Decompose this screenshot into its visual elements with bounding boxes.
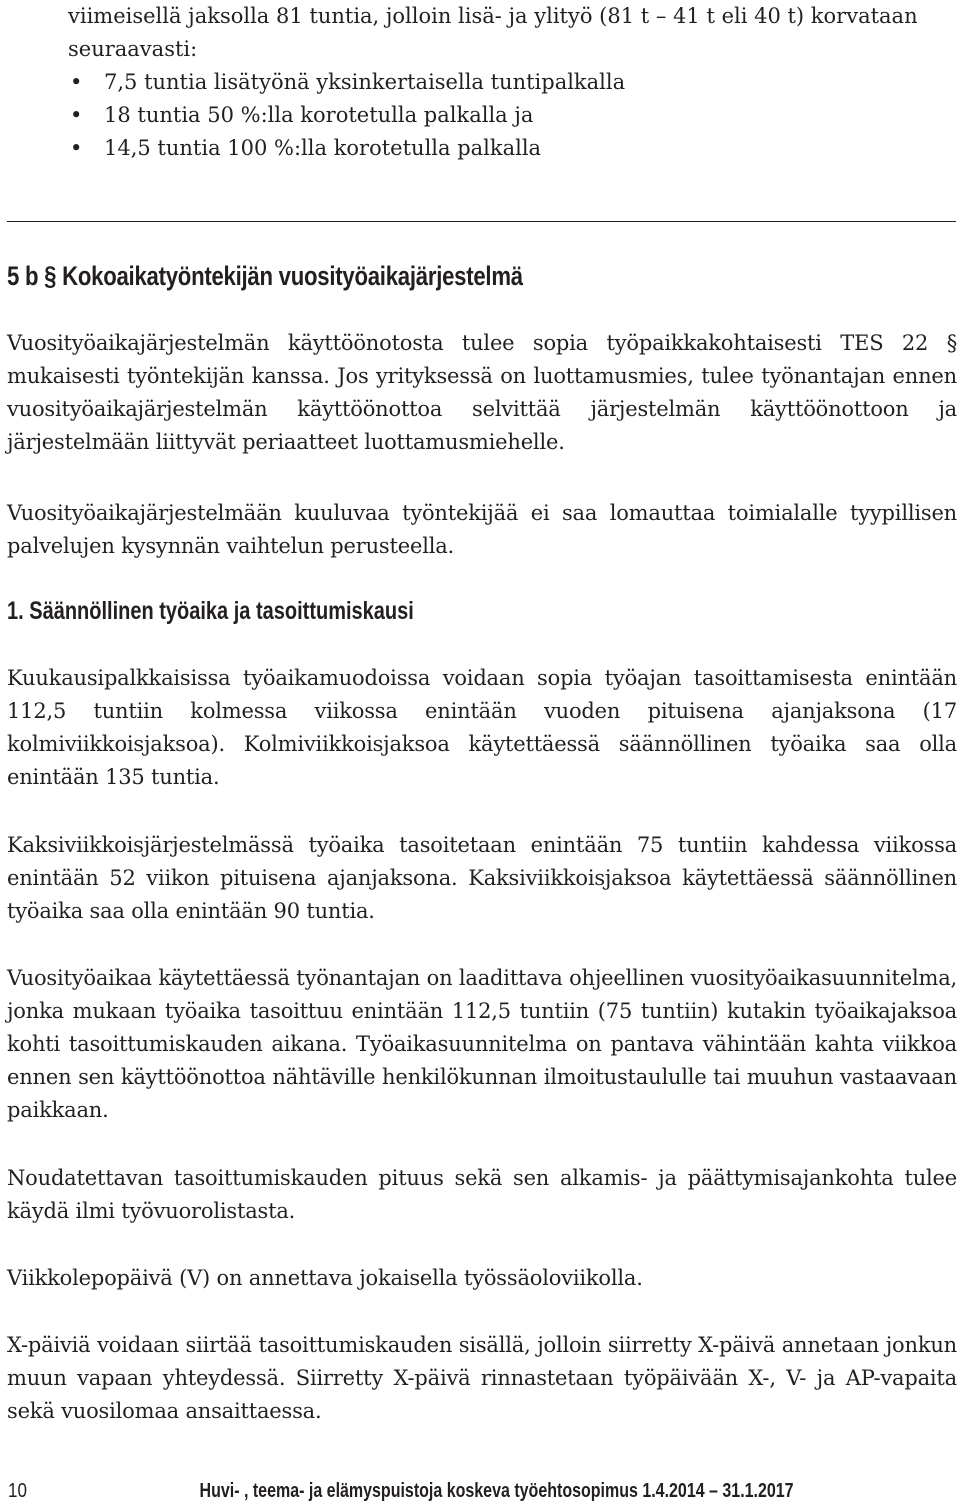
- subsection-paragraph-2: Kaksiviikkoisjärjestelmässä työaika tasoitetaan enintään 75 tuntiin kahdessa viikossa enintään 52 viikon pituisena ajanjaksona. Kaksiviikkoisjaksoa käytettäessä säännöllinen työaika saa olla enintään 90 tuntia.: [7, 833, 957, 923]
- bullet-icon: •: [70, 103, 83, 127]
- list-item: • 14,5 tuntia 100 %:lla korotetulla palkalla: [68, 132, 948, 165]
- bullet-icon: •: [70, 136, 83, 160]
- page-number: 10: [8, 1480, 27, 1502]
- intro-block: [68, 0, 948, 165]
- section-paragraph-2: Vuosityöaikajärjestelmään kuuluvaa työntekijää ei saa lomauttaa toimialalle tyypillisen palvelujen kysynnän vaihtelun perusteella.: [7, 501, 957, 558]
- subsection-heading: 1. Säännöllinen työaika ja tasoittumiskausi: [7, 597, 414, 625]
- section-divider: [7, 221, 956, 222]
- subsection-paragraph-4: Noudatettavan tasoittumiskauden pituus sekä sen alkamis- ja päättymisajankohta tulee käydä ilmi työvuorolistasta.: [7, 1166, 957, 1223]
- document-title: Huvi- , teema- ja elämyspuistoja koskeva työehtosopimus 1.4.2014 – 31.1.2017: [199, 1480, 794, 1502]
- list-item: • 18 tuntia 50 %:lla korotetulla palkalla ja: [68, 99, 948, 132]
- bullet-icon: •: [70, 70, 83, 94]
- subsection-paragraph-5: Viikkolepopäivä (V) on annettava jokaisella työssäoloviikolla.: [7, 1266, 643, 1290]
- subsection-paragraph-3: Vuosityöaikaa käytettäessä työnantajan on laadittava ohjeellinen vuosityöaikasuunnitelma, jonka mukaan työaika tasoittuu enintään 112,5 tuntiin (75 tuntiin) kutakin työaikajaksoa kohti tasoittumiskauden aikana. Työaikasuunnitelma on pantava vähintään kahta viikkoa ennen sen käyttöönottoa nähtäville henkilökunnan ilmoitustaululle tai muuhun vastaavaan paikkaan.: [7, 966, 957, 1122]
- section-paragraph-1: Vuosityöaikajärjestelmän käyttöönotosta tulee sopia työpaikkakohtaisesti TES 22 § mukaisesti työntekijän kanssa. Jos yrityksessä on luottamusmies, tulee työnantajan ennen vuosityöaikajärjestelmän käyttöönottoa selvittää järjestelmän käyttöönottoon ja järjestelmään liittyvät periaatteet luottamusmiehelle.: [7, 331, 957, 454]
- subsection-paragraph-1: Kuukausipalkkaisissa työaikamuodoissa voidaan sopia työajan tasoittamisesta enintään 112,5 tuntiin kolmessa viikossa enintään vuoden pituisena ajanjaksona (17 kolmiviikkoisjaksoa). Kolmiviikkoisjaksoa käytettäessä säännöllinen työaika saa olla enintään 135 tuntia.: [7, 666, 957, 789]
- compensation-list: [68, 66, 948, 165]
- section-heading: 5 b § Kokoaikatyöntekijän vuosityöaikajärjestelmä: [7, 261, 523, 291]
- list-item: • 7,5 tuntia lisätyönä yksinkertaisella tuntipalkalla: [68, 66, 948, 99]
- intro-paragraph: viimeisellä jaksolla 81 tuntia, jolloin lisä- ja ylityö (81 t – 41 t eli 40 t) korvataan seuraavasti:: [68, 4, 918, 61]
- subsection-paragraph-6: X-päiviä voidaan siirtää tasoittumiskauden sisällä, jolloin siirretty X-päivä annetaan jonkun muun vapaan yhteydessä. Siirretty X-päivä rinnastetaan työpäivään X-, V- ja AP-vapaita sekä vuosilomaa ansaittaessa.: [7, 1333, 957, 1423]
- page-footer: [0, 1478, 960, 1508]
